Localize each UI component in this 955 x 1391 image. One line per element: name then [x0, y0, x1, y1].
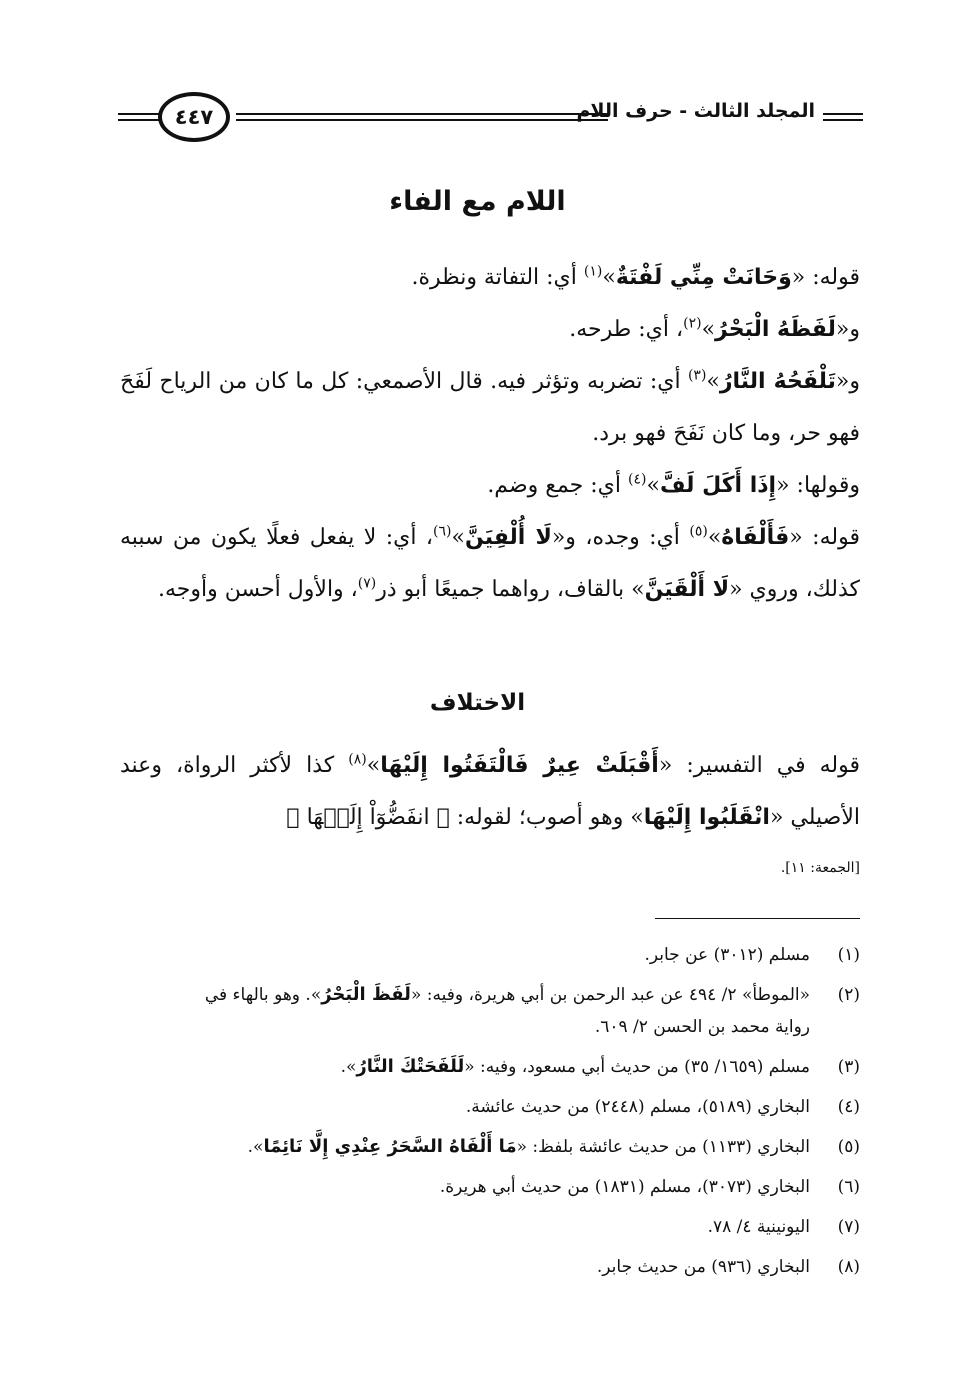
footnote-number: (١): [837, 945, 860, 965]
footnote-number: (٧): [837, 1217, 860, 1237]
footnote-text: البخاري (١١٣٣) من حديث عائشة بلفظ: «مَا أَلْفَاهُ السَّحَرُ عِنْدِي إِلَّا نَائِمًا».: [247, 1136, 810, 1157]
paragraph: و«تَلْفَحُهُ النَّارُ»$^{(٣)}$ أي: تضربه وتؤثر فيه. قال الأصمعي: كل ما كان من الرياح لَفَحَ فهو حر، وما كان نَفَحَ فهو برد.: [120, 367, 860, 446]
hadith-phrase: انْقَلَبُوا إِلَيْهَا: [643, 805, 770, 830]
header-rule: [236, 113, 608, 115]
footnote-number: (٣): [837, 1057, 860, 1077]
footnote-text: مسلم (١٦٥٩/ ٣٥) من حديث أبي مسعود، وفيه: «لَلَفَحَتْكَ النَّارُ».: [340, 1056, 810, 1077]
footnote-marker[interactable]: (٢): [683, 315, 702, 332]
section-body: [120, 252, 860, 616]
footnote-marker[interactable]: (٦): [433, 523, 452, 540]
footnote-text: البخاري (٩٣٦) من حديث جابر.: [596, 1257, 810, 1277]
footnote-item: [115, 1207, 860, 1247]
header-rule: [118, 113, 163, 115]
footnote-text: اليونينية ٤/ ٧٨.: [707, 1217, 810, 1237]
paragraph: وقولها: «إِذَا أَكَلَ لَفَّ»$^{(٤)}$ أي: جمع وضم.: [487, 471, 860, 498]
footnote-item: [115, 935, 860, 975]
footnote-number: (٦): [837, 1177, 860, 1197]
footnote-number: (٤): [837, 1097, 860, 1117]
footnote-separator: [655, 918, 860, 919]
footnote-number: (٨): [837, 1257, 860, 1277]
section-title: اللام مع الفاء: [389, 186, 566, 217]
footnote-marker[interactable]: (٨): [348, 751, 367, 768]
section-title: الاختلاف: [429, 690, 526, 716]
page-number: ٤٤٧: [158, 92, 230, 142]
hadith-phrase: تَلْفَحُهُ النَّارُ: [719, 369, 836, 394]
footnote-continuation: رواية محمد بن الحسن ٢/ ٦٠٩.: [594, 1017, 810, 1037]
hadith-phrase: أَقْبَلَتْ عِيرٌ فَالْتَفَتُوا إِلَيْهَا: [380, 753, 659, 778]
footnote-item: [115, 1087, 860, 1127]
footnote-item: [115, 1047, 860, 1087]
paragraph: قوله في التفسير: «أَقْبَلَتْ عِيرٌ فَالْتَفَتُوا إِلَيْهَا»$^{(٨)}$ كذا لأكثر الرواة، وعند الأصيلي «انْقَلَبُوا إِلَيْهَا» وهو أصوب؛ لقوله: ﴿ انفَضُّوٓاْ إِلَيۡهَا ﴾: [120, 751, 860, 830]
hadith-phrase: لَا أُلْفِيَنَّ: [464, 525, 552, 550]
footnote-item: [115, 1167, 860, 1207]
hadith-phrase: إِذَا أَكَلَ لَفَّ: [659, 473, 777, 498]
paragraph: قوله: «وَحَانَتْ مِنِّي لَفْتَةٌ»$^{(١)}$ أي: التفاتة ونظرة.: [411, 263, 860, 290]
footnote-text: مسلم (٣٠١٢) عن جابر.: [644, 945, 810, 965]
footnote-marker[interactable]: (٥): [689, 523, 708, 540]
footnote-marker[interactable]: (٤): [628, 471, 647, 488]
footnote-number: (٥): [837, 1137, 860, 1157]
footnote-marker[interactable]: (٧): [357, 575, 377, 592]
header-rule: [236, 119, 608, 121]
quran-reference: [الجمعة: ١١].: [780, 860, 860, 876]
hadith-phrase: وَحَانَتْ مِنِّي لَفْتَةٌ: [615, 265, 792, 290]
footnotes: [115, 935, 860, 1287]
footnote-text: البخاري (٣٠٧٣)، مسلم (١٨٣١) من حديث أبي هريرة.: [439, 1177, 810, 1197]
footnote-text: البخاري (٥١٨٩)، مسلم (٢٤٤٨) من حديث عائشة.: [465, 1097, 810, 1117]
header-rule: [823, 113, 863, 115]
section-body: [120, 740, 860, 844]
header-rule: [118, 119, 163, 121]
footnote-number: (٢): [837, 985, 860, 1005]
footnote-marker[interactable]: (٣): [687, 367, 707, 384]
footnote-marker[interactable]: (١): [583, 263, 603, 280]
paragraph: و«لَفَظَهُ الْبَحْرُ»$^{(٢)}$، أي: طرحه.: [569, 315, 860, 342]
footnote-item: [115, 1127, 860, 1167]
hadith-phrase: لَفَظَهُ الْبَحْرُ: [715, 317, 836, 342]
running-header: [118, 92, 863, 142]
header-rule: [823, 119, 863, 121]
hadith-phrase: فَأَلْفَاهُ: [721, 525, 790, 550]
footnote-text: «الموطأ» ٢/ ٤٩٤ عن عبد الرحمن بن أبي هريرة، وفيه: «لَفَظَ الْبَحْرُ». وهو بالهاء في: [204, 984, 810, 1005]
hadith-phrase: لَا أَلْقَيَنَّ: [644, 577, 730, 602]
paragraph: قوله: «فَأَلْفَاهُ»$^{(٥)}$ أي: وجده، و«لَا أُلْفِيَنَّ»$^{(٦)}$، أي: لا يفعل فعلًا يكون من سببه كذلك، وروي «لَا أَلْقَيَنَّ» بالقاف، رواهما جميعًا أبو ذر$^{(٧)}$، والأول أحسن وأوجه.: [120, 523, 860, 602]
header-title: المجلد الثالث - حرف اللام: [576, 100, 815, 122]
footnote-item: [115, 1247, 860, 1287]
